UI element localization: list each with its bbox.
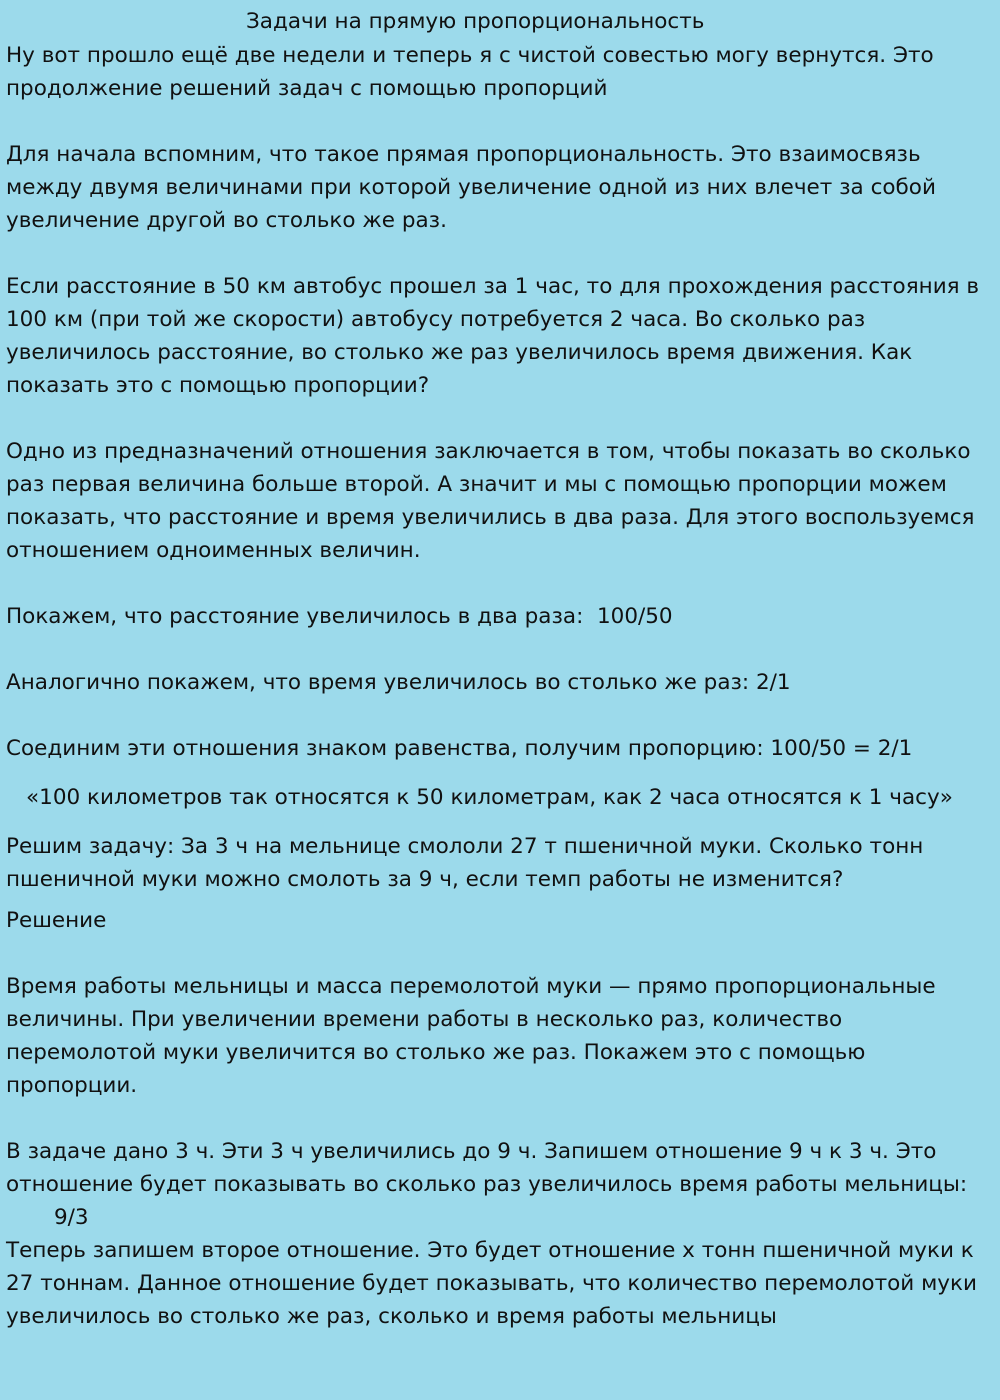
spacer: [6, 896, 994, 904]
paragraph-second-ratio: Теперь запишем второе отношение. Это будет отношение х тонн пшеничной муки к 27 тоннам. Данное отношение будет показывать, что количество перемолотой муки увеличилось во столько же раз, сколько и время работы мельницы: [6, 1238, 984, 1329]
paragraph-first-ratio: В задаче дано 3 ч. Эти 3 ч увеличились до 9 ч. Запишем отношение 9 ч к 3 ч. Это отношение будет показывать во сколько раз увеличилось время работы мельницы:: [6, 1139, 968, 1197]
spacer: [6, 765, 994, 781]
spacer: [6, 699, 994, 732]
paragraph-solution: Время работы мельницы и масса перемолотой муки — прямо пропорциональные величины. При увеличении времени работы в несколько раз, количество перемолотой муки увеличится во столько же раз. Покажем это с помощью пропорции.: [6, 974, 943, 1098]
spacer: [6, 237, 994, 270]
spacer: [6, 814, 994, 830]
paragraph-task: Решим задачу: За 3 ч на мельнице смололи 27 т пшеничной муки. Сколько тонн пшеничной муки можно смолоть за 9 ч, если темп работы не изменится?: [6, 834, 931, 892]
paragraph-proportion: Соединим эти отношения знаком равенства, получим пропорцию: 100/50 = 2/1: [6, 736, 913, 761]
paragraph-distance-ratio: Покажем, что расстояние увеличилось в два раза: 100/50: [6, 604, 673, 629]
page-title: Задачи на прямую пропорциональность: [246, 9, 705, 34]
paragraph-intro: Ну вот прошло ещё две недели и теперь я с чистой совестью могу вернутся. Это продолжение решений задач с помощью пропорций: [6, 43, 941, 101]
paragraph-ratio-purpose: Одно из предназначений отношения заключается в том, чтобы показать во сколько раз первая величина больше второй. А значит и мы с помощью пропорции можем показать, что расстояние и время увеличились в два раза. Для этого воспользуемся отношением одноименных величин.: [6, 439, 982, 563]
spacer: [6, 105, 994, 138]
solution-heading: Решение: [6, 908, 107, 933]
first-ratio-value: 9/3: [54, 1205, 89, 1230]
spacer: [6, 633, 994, 666]
paragraph-time-ratio: Аналогично покажем, что время увеличилось во столько же раз: 2/1: [6, 670, 791, 695]
paragraph-bus-example: Если расстояние в 50 км автобус прошел за 1 час, то для прохождения расстояния в 100 км (при той же скорости) автобусу потребуется 2 часа. Во сколько раз увеличилось расстояние, во столько же раз увеличилось время движения. Как показать это с помощью пропорции?: [6, 274, 986, 398]
spacer: [6, 937, 994, 970]
spacer: [6, 567, 994, 600]
quote-line: «100 километров так относятся к 50 километрам, как 2 часа относятся к 1 часу»: [26, 785, 953, 810]
spacer: [6, 1102, 994, 1135]
spacer: [6, 402, 994, 435]
paragraph-definition: Для начала вспомним, что такое прямая пропорциональность. Это взаимосвязь между двумя величинами при которой увеличение одной из них влечет за собой увеличение другой во столько же раз.: [6, 142, 943, 233]
